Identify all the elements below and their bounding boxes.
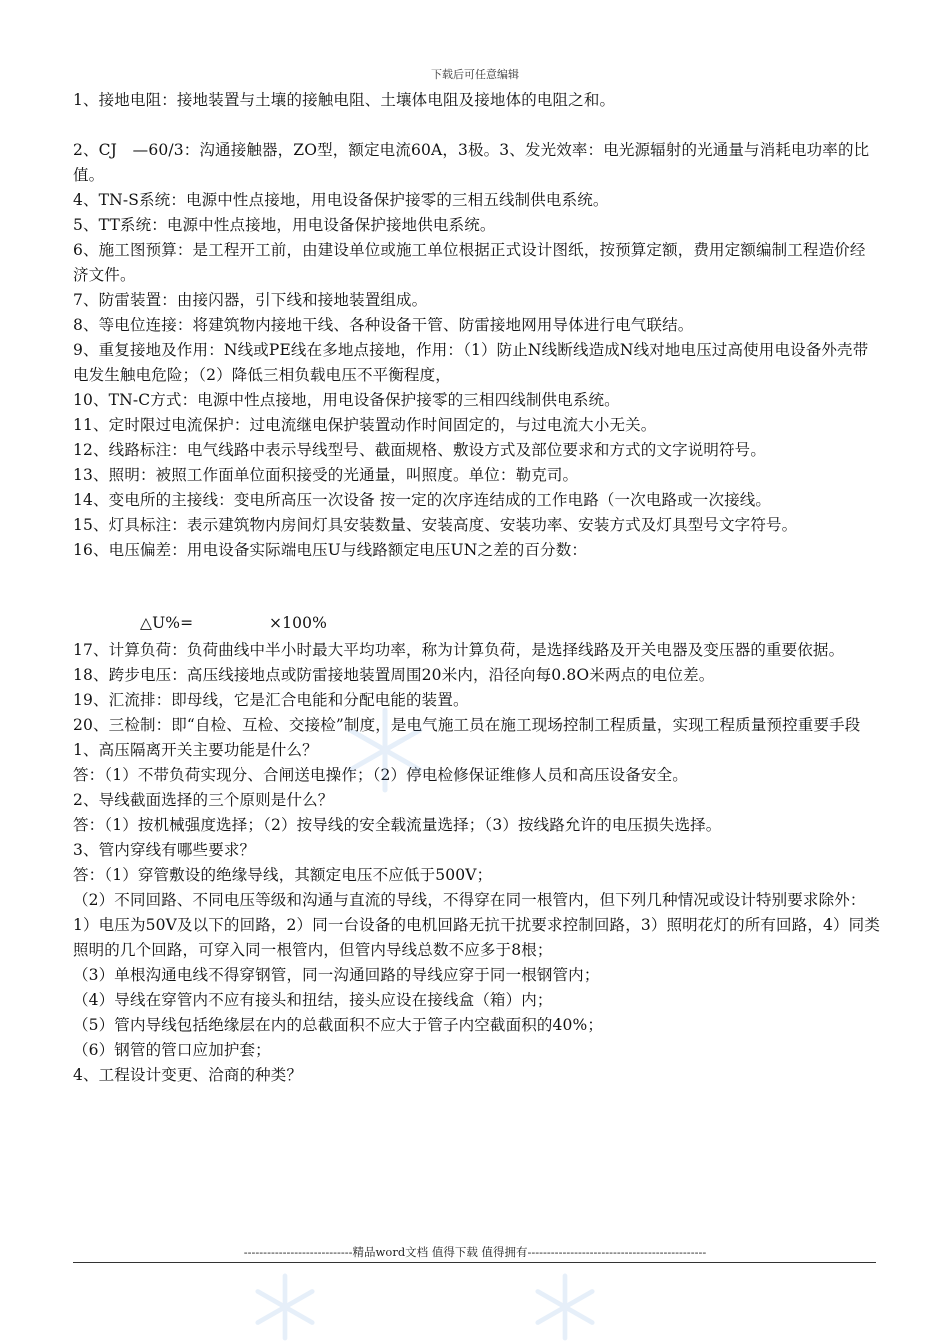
footer-rule xyxy=(73,1262,876,1263)
definitions-section xyxy=(73,88,881,563)
paragraph: 19、汇流排：即母线，它是汇合电能和分配电能的装置。 xyxy=(73,691,469,709)
paragraph: 20、三检制：即“自检、互检、交接检”制度，是电气施工员在施工现场控制工程质量，实现工程质量预控重要手段 xyxy=(73,716,861,734)
questions-section xyxy=(73,638,881,1088)
paragraph: 2、导线截面选择的三个原则是什么？ xyxy=(73,791,334,809)
paragraph: 10、TN-C方式：电源中性点接地，用电设备保护接零的三相四线制供电系统。 xyxy=(73,391,620,409)
paragraph: （2）不同回路、不同电压等级和沟通与直流的导线，不得穿在同一根管内，但下列几种情况或设计特别要求除外：1）电压为50V及以下的回路，2）同一台设备的电机回路无抗干扰要求控制回路，3）照明花灯的所有回路，4）同类照明的几个回路，可穿入同一根管内，但管内导线总数不应多于8根； xyxy=(73,891,880,959)
formula-rhs: ×100% xyxy=(269,614,328,632)
paragraph: 答：（1）按机械强度选择；（2）按导线的安全载流量选择；（3）按线路允许的电压损失选择。 xyxy=(73,816,722,834)
paragraph: 1、接地电阻：接地装置与土壤的接触电阻、土壤体电阻及接地体的电阻之和。 xyxy=(73,91,616,109)
paragraph: 17、计算负荷：负荷曲线中半小时最大平均功率，称为计算负荷，是选择线路及开关电器及变压器的重要依据。 xyxy=(73,641,845,659)
paragraph: 答：（1）穿管敷设的绝缘导线，其额定电压不应低于500V； xyxy=(73,866,493,884)
paragraph: 1、高压隔离开关主要功能是什么？ xyxy=(73,741,318,759)
paragraph: 16、电压偏差：用电设备实际端电压U与线路额定电压UN之差的百分数： xyxy=(73,541,588,559)
page-header: 下载后可任意编辑 xyxy=(431,68,519,81)
paragraph: （6）钢管的管口应加护套； xyxy=(73,1041,271,1059)
paragraph: 15、灯具标注：表示建筑物内房间灯具安装数量、安装高度、安装功率、安装方式及灯具型号文字符号。 xyxy=(73,516,798,534)
paragraph: 5、TT系统：电源中性点接地，用电设备保护接地供电系统。 xyxy=(73,216,496,234)
paragraph: 4、TN-S系统：电源中性点接地，用电设备保护接零的三相五线制供电系统。 xyxy=(73,191,609,209)
blank-line xyxy=(73,113,881,138)
paragraph: 3、管内穿线有哪些要求？ xyxy=(73,841,256,859)
paragraph: （4）导线在穿管内不应有接头和扭结，接头应设在接线盒（箱）内； xyxy=(73,991,553,1009)
paragraph: 4、工程设计变更、洽商的种类？ xyxy=(73,1066,303,1084)
formula-gap xyxy=(73,563,881,611)
paragraph: 6、施工图预算：是工程开工前，由建设单位或施工单位根据正式设计图纸，按预算定额，费用定额编制工程造价经济文件。 xyxy=(73,241,866,284)
voltage-deviation-formula xyxy=(73,611,881,638)
paragraph: 2、CJ —60/3：沟通接触器，ZO型，额定电流60A，3极。3、发光效率：电光源辐射的光通量与消耗电功率的比值。 xyxy=(73,141,870,184)
paragraph: 答：（1）不带负荷实现分、合闸送电操作；（2）停电检修保证维修人员和高压设备安全。 xyxy=(73,766,688,784)
snowflake-watermark-icon xyxy=(250,1272,320,1342)
paragraph: （5）管内导线包括绝缘层在内的总截面积不应大于管子内空截面积的40%； xyxy=(73,1016,604,1034)
paragraph: 18、跨步电压：高压线接地点或防雷接地装置周围20米内，沿径向每0.8O米两点的电位差。 xyxy=(73,666,715,684)
paragraph: 9、重复接地及作用：N线或PE线在多地点接地，作用：（1）防止N线断线造成N线对地电压过高使用电设备外壳带电发生触电危险；（2）降低三相负载电压不平衡程度， xyxy=(73,341,869,384)
paragraph: 13、照明：被照工作面单位面积接受的光通量，叫照度。单位：勒克司。 xyxy=(73,466,579,484)
paragraph: 12、线路标注：电气线路中表示导线型号、截面规格、敷设方式及部位要求和方式的文字说明符号。 xyxy=(73,441,766,459)
paragraph: 14、变电所的主接线：变电所高压一次设备 按一定的次序连结成的工作电路（一次电路或一次接线。 xyxy=(73,491,772,509)
paragraph: 11、定时限过电流保护：过电流继电保护装置动作时间固定的，与过电流大小无关。 xyxy=(73,416,657,434)
paragraph: 7、防雷装置：由接闪器，引下线和接地装置组成。 xyxy=(73,291,428,309)
paragraph: 8、等电位连接：将建筑物内接地干线、各种设备干管、防雷接地网用导体进行电气联结。 xyxy=(73,316,694,334)
paragraph: （3）单根沟通电线不得穿钢管，同一沟通回路的导线应穿于同一根钢管内； xyxy=(73,966,600,984)
page-footer: ----------------------------精品word文档 值得下载 值得拥有---------------------------------------------- xyxy=(243,1245,707,1259)
document-body xyxy=(73,88,881,1088)
snowflake-watermark-icon xyxy=(530,1272,600,1342)
formula-lhs: △U%= xyxy=(140,614,194,632)
